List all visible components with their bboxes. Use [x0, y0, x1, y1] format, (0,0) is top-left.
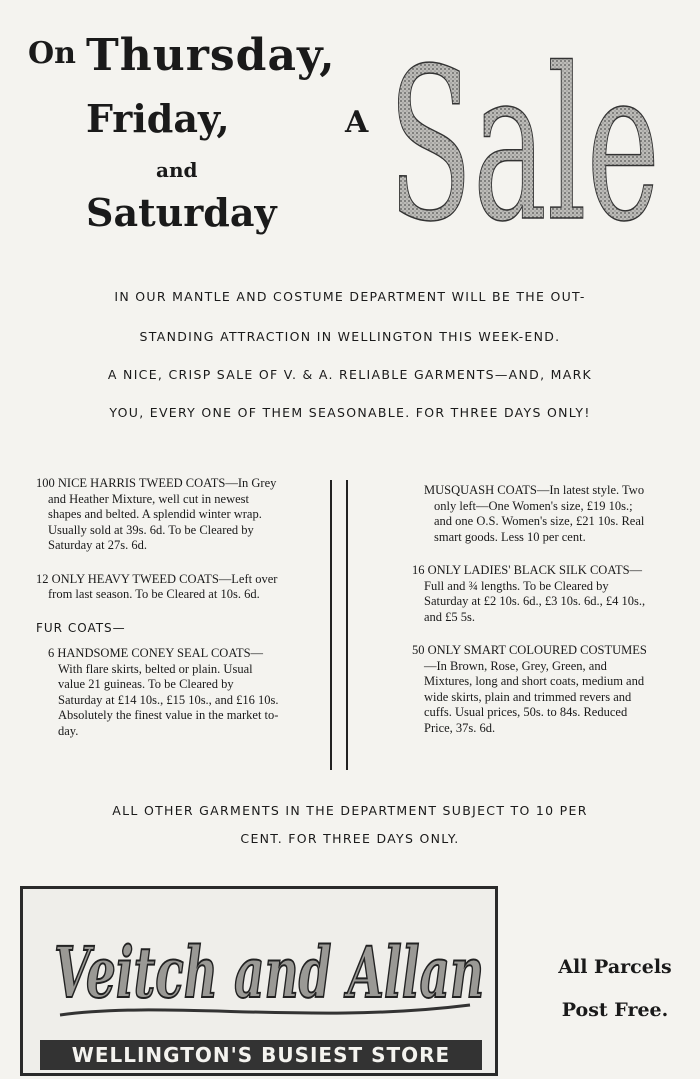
sale-title: [388, 40, 666, 230]
column-divider-left: [330, 480, 332, 770]
sale-text: Sale: [388, 40, 660, 230]
item-black-silk: 16 ONLY LADIES' BLACK SILK COATS—Full and ¾ lengths. To be Cleared by Saturday at £2 10s. 6d., £3 10s. 6d., £4 10s., and £5 5s.: [412, 563, 646, 624]
item-coney-seal: 6 HANDSOME CONEY SEAL COATS—With flare skirts, belted or plain. Usual value 21 guineas. To be Cleared by Saturday at £14 10s., £15 10s., and £16 10s. Absolutely the finest value in the market to-day.: [48, 646, 279, 738]
parcels-line-2: Post Free.: [561, 999, 669, 1021]
item-musquash: MUSQUASH COATS—In latest style. Two only left—One Women's size, £19 10s.; and one O.S. Women's size, £21 10s. Real smart goods. Less 10 per cent.: [424, 483, 645, 544]
item-heavy-tweed: 12 ONLY HEAVY TWEED COATS—Left over from last season. To be Cleared at 10s. 6d.: [36, 571, 278, 601]
headline-on: On: [28, 36, 76, 71]
parcels-line-1: All Parcels: [558, 956, 672, 978]
item-harris-tweed: 100 NICE HARRIS TWEED COATS—In Grey and Heather Mixture, well cut in newest shapes and belted. A splendid winter wrap. Usually sold at 39s. 6d. To be Cleared by Saturday at 27s. 6d.: [36, 476, 277, 552]
intro-line-4: YOU, EVERY ONE OF THEM SEASONABLE. FOR THREE DAYS ONLY!: [109, 405, 591, 420]
headline-saturday: Saturday: [86, 190, 277, 235]
intro-line-2: STANDING ATTRACTION IN WELLINGTON THIS WEEK-END.: [139, 329, 561, 344]
column-divider-right: [346, 480, 348, 770]
left-column: [36, 476, 280, 739]
fur-coats-heading: FUR COATS—: [36, 620, 126, 635]
intro-line-1: IN OUR MANTLE AND COSTUME DEPARTMENT WILL BE THE OUT-: [114, 289, 586, 304]
headline-thursday: Thursday,: [86, 30, 336, 81]
headline-friday: Friday,: [86, 96, 230, 141]
signature-text: Veitch and Allan: [54, 931, 484, 1014]
footer-line-2: CENT. FOR THREE DAYS ONLY.: [240, 831, 460, 846]
headline-a: A: [345, 105, 369, 140]
headline-and: and: [156, 158, 198, 182]
item-costumes: 50 ONLY SMART COLOURED COSTUMES—In Brown, Rose, Grey, Green, and Mixtures, long and short coats, medium and wide skirts, plain and trimmed revers and cuffs. Usual prices, 50s. to 84s. Reduced Price, 37s. 6d.: [412, 643, 647, 735]
right-column: [412, 483, 652, 736]
intro-line-3: A NICE, CRISP SALE OF V. & A. RELIABLE GARMENTS—AND, MARK: [107, 367, 593, 382]
logo-banner: WELLINGTON'S BUSIEST STORE: [40, 1040, 482, 1070]
logo-signature: [50, 905, 490, 1030]
footer-line-1: ALL OTHER GARMENTS IN THE DEPARTMENT SUBJECT TO 10 PER: [112, 803, 588, 818]
